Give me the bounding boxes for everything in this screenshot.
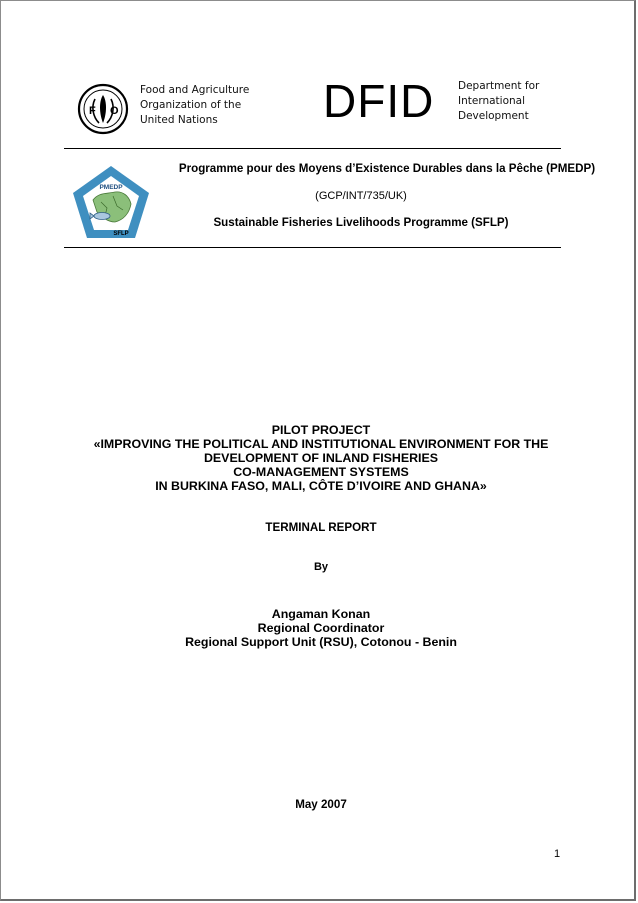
sflp-logo-label: SFLP — [113, 231, 129, 237]
header-rule-top — [64, 148, 561, 149]
programme-code: (GCP/INT/735/UK) — [315, 190, 407, 202]
title-line: «IMPROVING THE POLITICAL AND INSTITUTIONAL ENVIRONMENT FOR THE — [93, 437, 549, 451]
title-line: CO-MANAGEMENT SYSTEMS — [233, 465, 409, 479]
author-name: Angaman Konan — [271, 607, 371, 621]
title-line: DEVELOPMENT OF INLAND FISHERIES — [203, 451, 439, 465]
dfid-org-line: Development — [458, 110, 529, 122]
fao-org-line: United Nations — [140, 114, 218, 126]
report-type: TERMINAL REPORT — [265, 521, 377, 534]
svg-text:O: O — [110, 105, 119, 117]
fao-logo-icon — [77, 83, 129, 135]
programme-french-title: Programme pour des Moyens d’Existence Durables dans la Pêche (PMEDP) — [178, 162, 596, 175]
dfid-org-line: Department for — [458, 80, 540, 92]
report-date: May 2007 — [295, 798, 347, 811]
pmedp-logo-icon — [71, 164, 151, 240]
dfid-org-line: International — [458, 95, 526, 107]
fao-org-line: Organization of the — [140, 99, 242, 111]
title-line: IN BURKINA FASO, MALI, CÔTE D’IVOIRE AND GHANA» — [155, 479, 487, 493]
dfid-org-name — [458, 79, 539, 124]
report-title — [61, 423, 581, 493]
page-number: 1 — [554, 848, 561, 860]
title-line: PILOT PROJECT — [271, 423, 371, 437]
dfid-logo: DFID — [323, 75, 435, 127]
programme-english-title: Sustainable Fisheries Livelihoods Programme (SFLP) — [213, 216, 509, 229]
header-rule-bottom — [64, 247, 561, 248]
fao-org-line: Food and Agriculture — [140, 84, 250, 96]
by-label: By — [313, 561, 329, 573]
author-role: Regional Coordinator — [257, 621, 385, 635]
author-unit: Regional Support Unit (RSU), Cotonou - Benin — [185, 635, 457, 649]
pmedp-logo-label: PMEDP — [99, 184, 123, 191]
svg-text:F: F — [89, 105, 96, 117]
author-block — [61, 607, 581, 649]
fao-org-name — [140, 83, 249, 128]
